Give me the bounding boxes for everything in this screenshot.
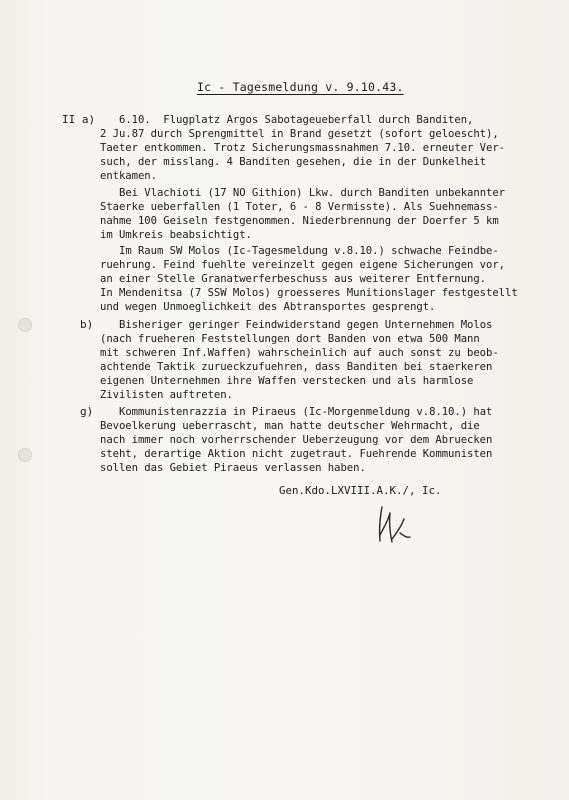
- text-line: nahme 100 Geiseln festgenommen. Niederbrennung der Doerfer 5 km: [100, 215, 499, 227]
- text-line: Bisheriger geringer Feindwiderstand gegen Unternehmen Molos: [119, 319, 493, 331]
- text-line: sollen das Gebiet Piraeus verlassen haben.: [100, 462, 366, 474]
- text-line: mit schweren Inf.Waffen) wahrscheinlich auf auch sonst zu beob-: [100, 347, 499, 359]
- text-line: 6.10. Flugplatz Argos Sabotageueberfall durch Banditen,: [119, 114, 474, 126]
- text-line: und wegen Unmoeglichkeit des Abtransportes gesprengt.: [100, 301, 436, 313]
- text-line: such, der misslang. 4 Banditen gesehen, die in der Dunkelheit: [100, 156, 487, 168]
- handwritten-signature-icon: [370, 505, 418, 545]
- text-line: steht, derartige Aktion nicht zugetraut. Fuehrende Kommunisten: [100, 448, 493, 460]
- text-line: Kommunistenrazzia in Piraeus (Ic-Morgenmeldung v.8.10.) hat: [119, 406, 493, 418]
- punch-holes: [18, 0, 34, 800]
- text-line: Bevoelkerung ueberrascht, man hatte deutscher Wehrmacht, die: [100, 420, 480, 432]
- text-line: Im Raum SW Molos (Ic-Tagesmeldung v.8.10.) schwache Feindbe-: [119, 245, 499, 257]
- punch-hole: [18, 318, 32, 332]
- text-line: Staerke ueberfallen (1 Toter, 6 - 8 Vermisste). Als Suehnemass-: [100, 201, 499, 213]
- text-line: entkamen.: [100, 170, 157, 182]
- section-label-a: II a): [62, 113, 96, 126]
- text-line: achtende Taktik zurueckzufuehren, dass Banditen bei staerkeren: [100, 361, 493, 373]
- text-line: ruehrung. Feind fuehlte vereinzelt gegen eigene Sicherungen vor,: [100, 259, 505, 271]
- text-line: (nach frueheren Feststellungen dort Banden von etwa 500 Mann: [100, 333, 480, 345]
- text-line: im Umkreis beabsichtigt.: [100, 229, 252, 241]
- text-line: Taeter entkommen. Trotz Sicherungsmassnahmen 7.10. erneuter Ver-: [100, 142, 505, 154]
- document-title: Ic - Tagesmeldung v. 9.10.43.: [197, 80, 404, 94]
- text-line: eigenen Unternehmen ihre Waffen verstecken und als harmlose: [100, 375, 474, 387]
- section-label-b: b): [80, 318, 94, 331]
- text-line: Zivilisten auftreten.: [100, 389, 233, 401]
- punch-hole: [18, 448, 32, 462]
- text-line: 2 Ju.87 durch Sprengmittel in Brand gesetzt (sofort geloescht),: [100, 128, 499, 140]
- signature-line: Gen.Kdo.LXVIII.A.K./, Ic.: [279, 484, 442, 497]
- text-line: an einer Stelle Granatwerferbeschuss aus weiterer Entfernung.: [100, 273, 487, 285]
- text-line: nach immer noch vorherrschender Ueberzeugung vor dem Abruecken: [100, 434, 493, 446]
- text-line: In Mendenitsa (7 SSW Molos) groesseres Munitionslager festgestellt: [100, 287, 518, 299]
- text-line: Bei Vlachioti (17 NO Githion) Lkw. durch Banditen unbekannter: [119, 187, 506, 199]
- section-label-g: g): [80, 405, 94, 418]
